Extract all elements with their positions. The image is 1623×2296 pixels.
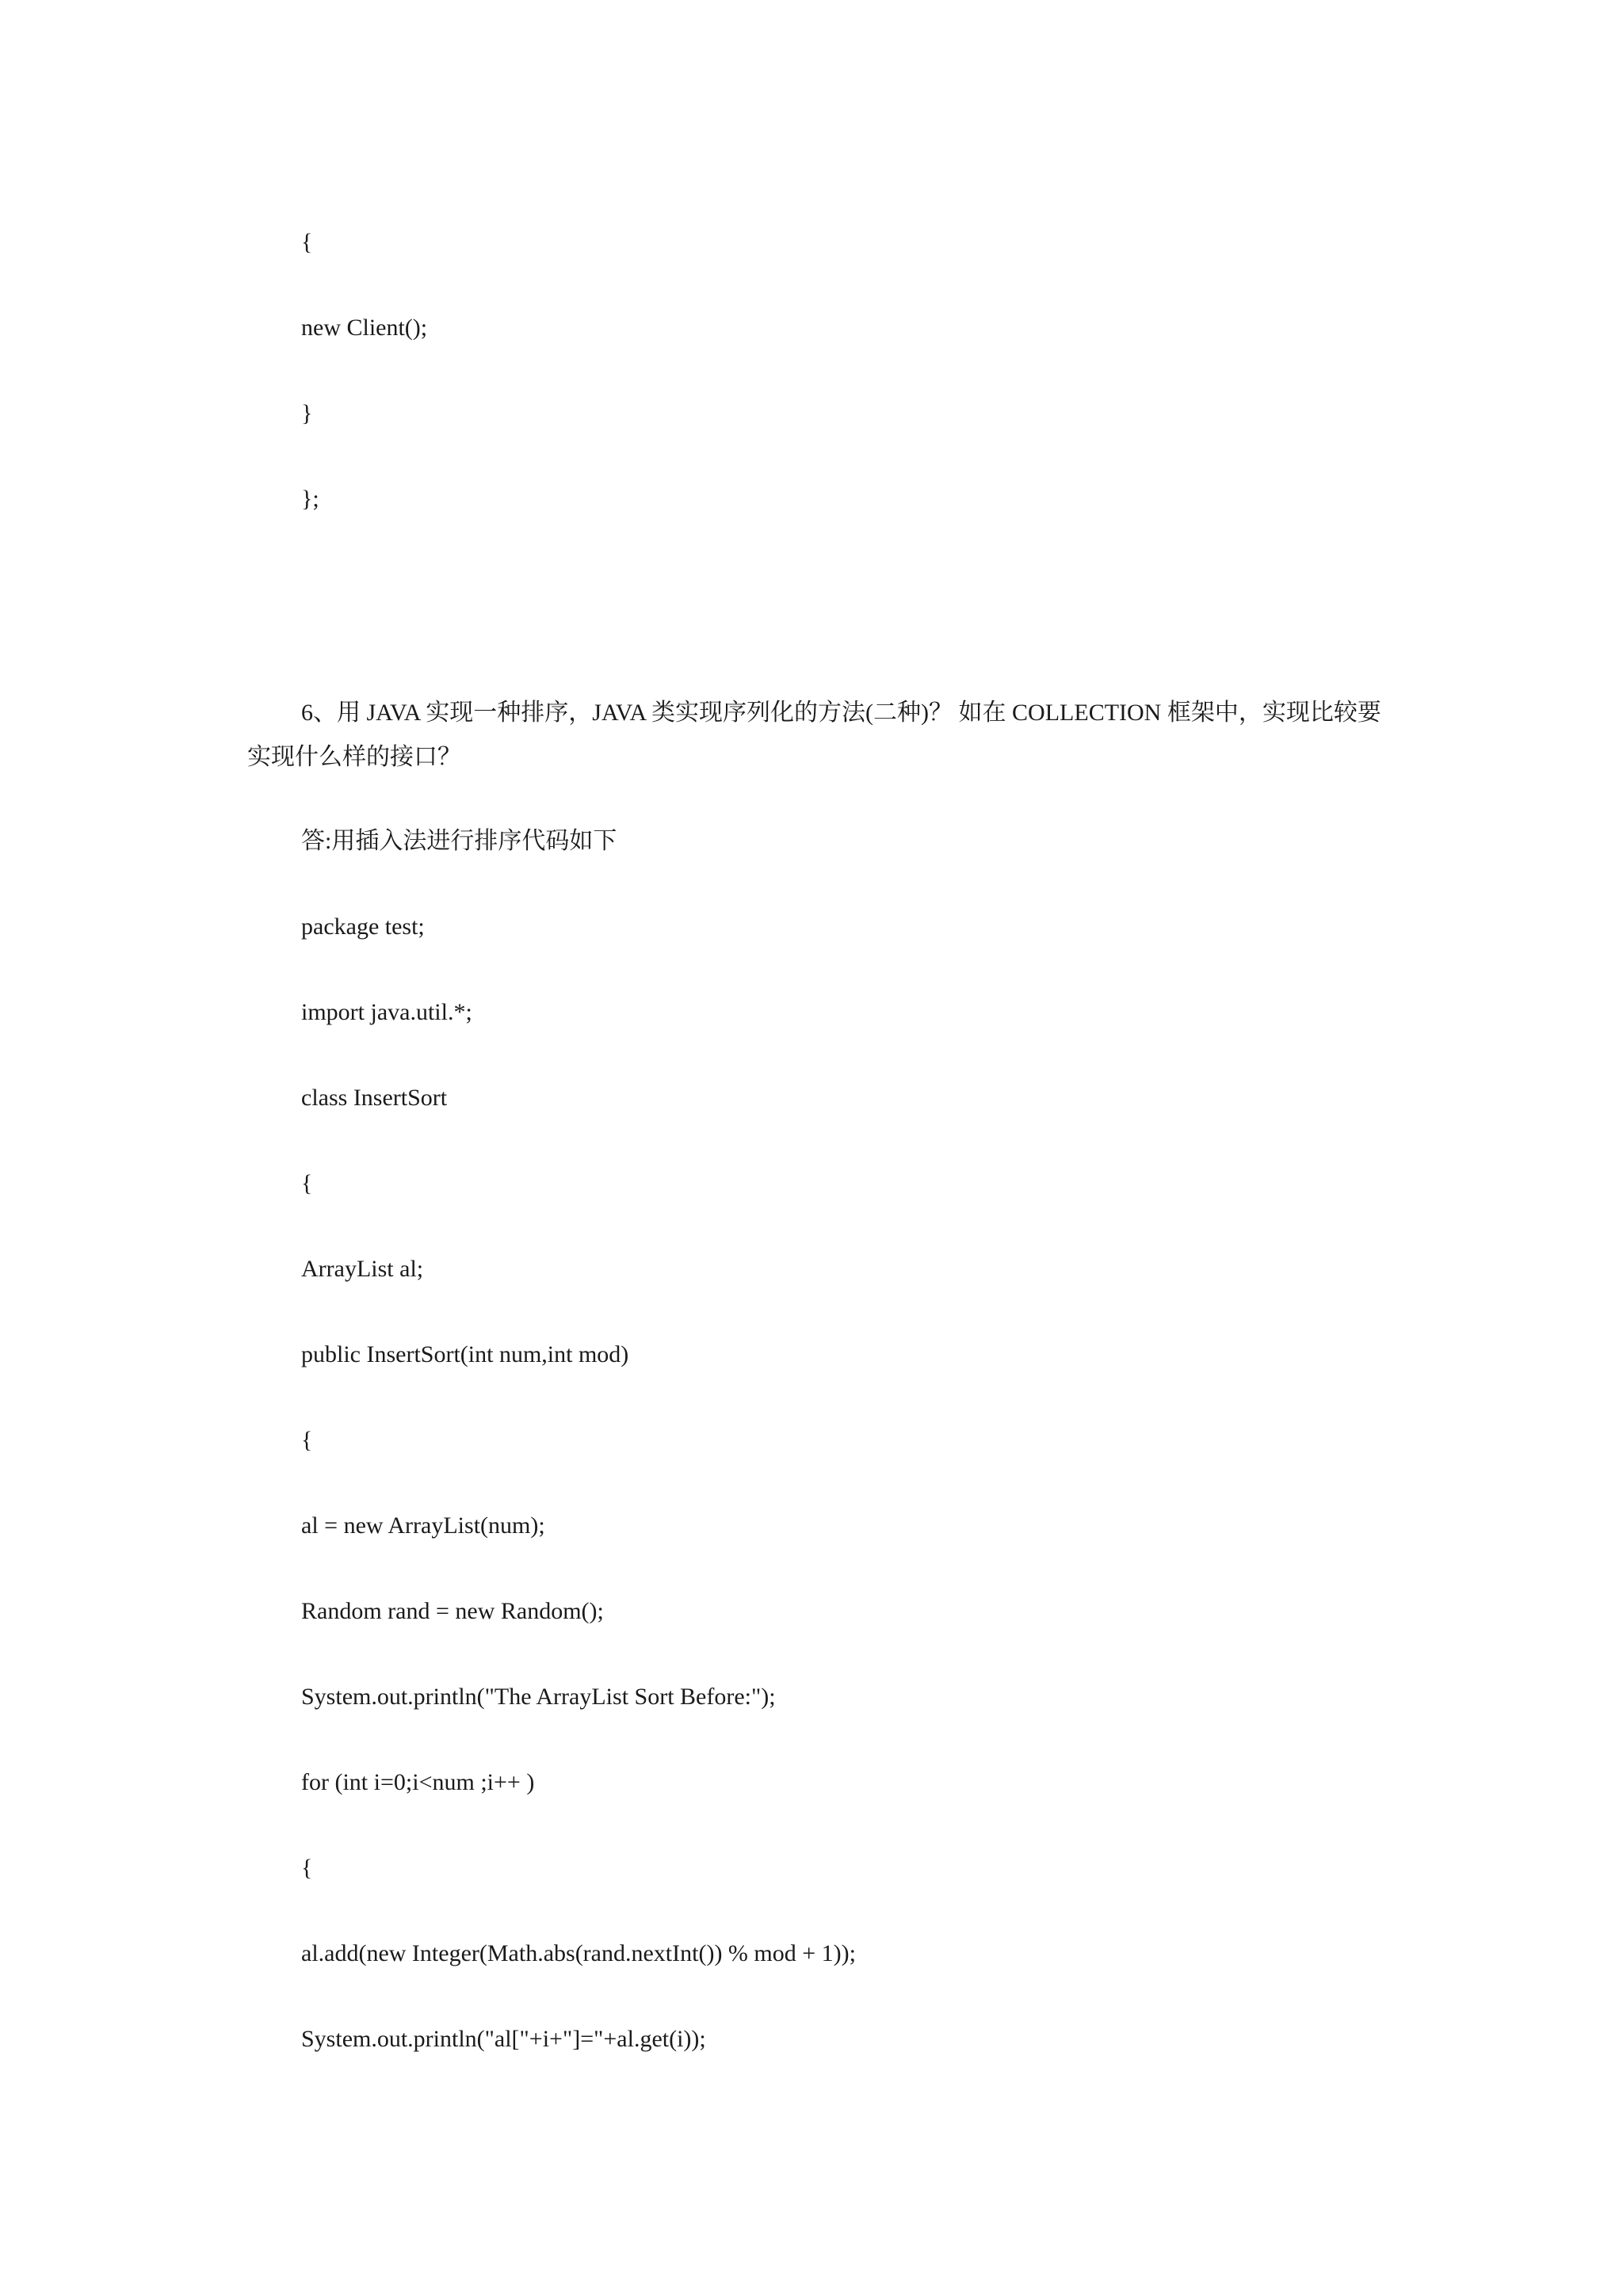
- code-line: {: [301, 1855, 313, 1881]
- code-line: public InsertSort(int num,int mod): [301, 1341, 629, 1367]
- code-line: {: [301, 1427, 313, 1453]
- code-line: import java.util.*;: [301, 999, 472, 1025]
- code-line: al.add(new Integer(Math.abs(rand.nextInt()) % mod + 1));: [301, 1940, 856, 1966]
- code-line: class InsertSort: [301, 1085, 448, 1111]
- code-line: System.out.println("al["+i+"]="+al.get(i));: [301, 2026, 706, 2052]
- question-paragraph: 6、用 JAVA 实现一种排序，JAVA 类实现序列化的方法(二种)？ 如在 COLLECTION 框架中，实现比较要实现什么样的接口？: [247, 700, 1381, 770]
- code-line: al = new ArrayList(num);: [301, 1512, 545, 1539]
- answer-intro: 答:用插入法进行排序代码如下: [301, 828, 617, 854]
- code-line: Random rand = new Random();: [301, 1598, 604, 1624]
- code-line: System.out.println("The ArrayList Sort Before:");: [301, 1684, 776, 1710]
- code-line: for (int i=0;i<num ;i++ ): [301, 1769, 535, 1795]
- code-line: new Client();: [301, 315, 428, 341]
- code-line: }: [301, 400, 313, 426]
- code-line: {: [301, 229, 313, 255]
- code-line: package test;: [301, 913, 425, 940]
- code-line: {: [301, 1170, 313, 1196]
- code-line: ArrayList al;: [301, 1256, 424, 1282]
- code-line: };: [301, 486, 319, 512]
